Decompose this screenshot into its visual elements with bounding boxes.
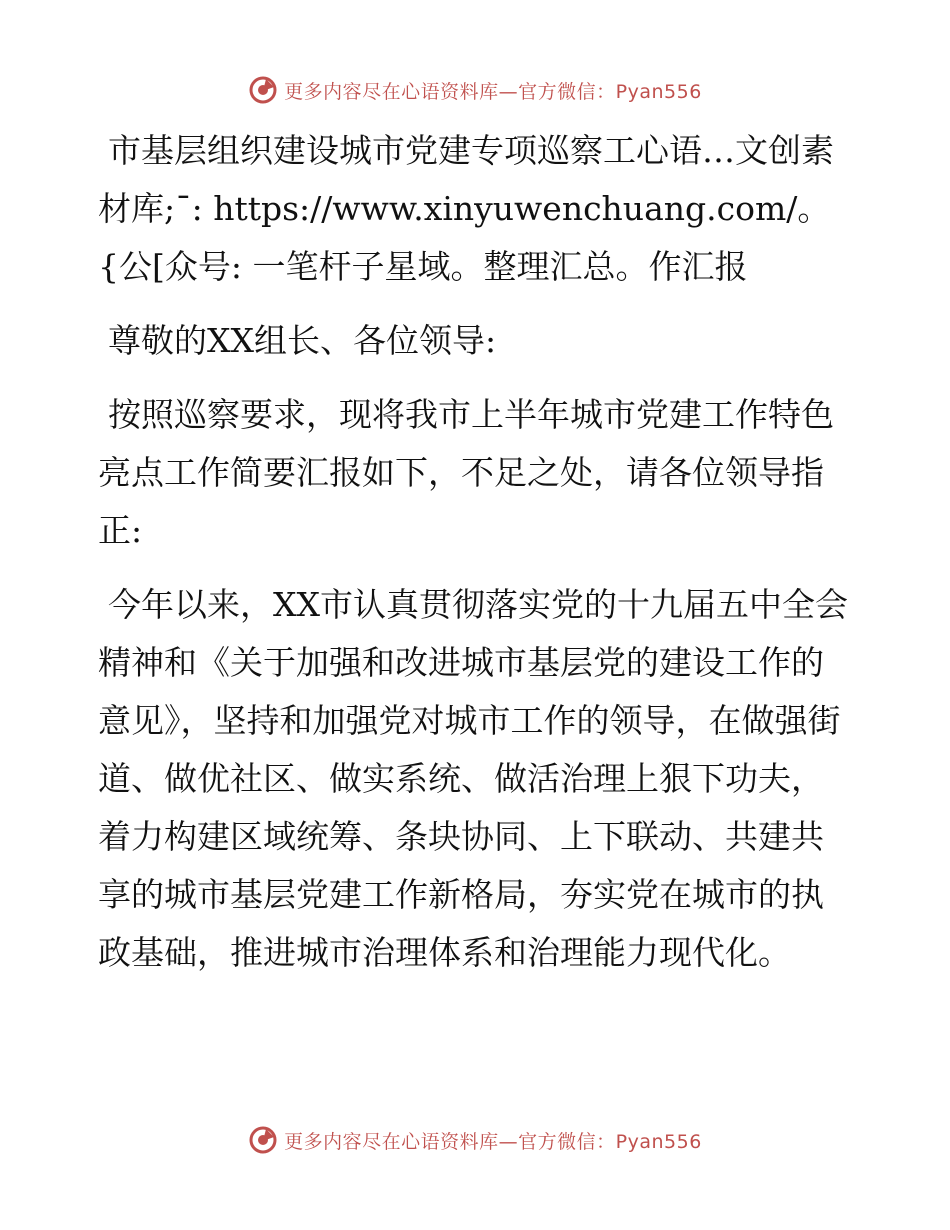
document-body	[98, 122, 850, 982]
body-paragraph: 今年以来，XX市认真贯彻落实党的十九届五中全会精神和《关于加强和改进城市基层党的建设工作的意见》，坚持和加强党对城市工作的领导，在做强街道、做优社区、做实系统、做活治理上狠下功夫，着力构建区域统筹、条块协同、上下联动、共建共享的城市基层党建工作新格局，夯实党在城市的执政基础，推进城市治理体系和治理能力现代化。	[98, 585, 848, 972]
salutation-paragraph: 尊敬的XX组长、各位领导:	[108, 321, 497, 360]
title-paragraph: 市基层组织建设城市党建专项巡察工心语…文创素材库;¯: https://www.xinyuwenchuang.com/。{公[众号: 一笔杆子星域。整理汇总。作汇报	[98, 131, 834, 286]
intro-paragraph: 按照巡察要求，现将我市上半年城市党建工作特色亮点工作简要汇报如下，不足之处，请各位领导指正:	[98, 395, 834, 550]
footer-banner	[0, 1120, 950, 1160]
pen-logo-icon	[248, 1125, 278, 1155]
header-banner	[0, 70, 950, 110]
pen-logo-icon	[248, 75, 278, 105]
footer-banner-text: 更多内容尽在心语资料库—官方微信：Pyan556	[284, 1130, 702, 1153]
header-banner-text: 更多内容尽在心语资料库—官方微信：Pyan556	[284, 80, 702, 103]
